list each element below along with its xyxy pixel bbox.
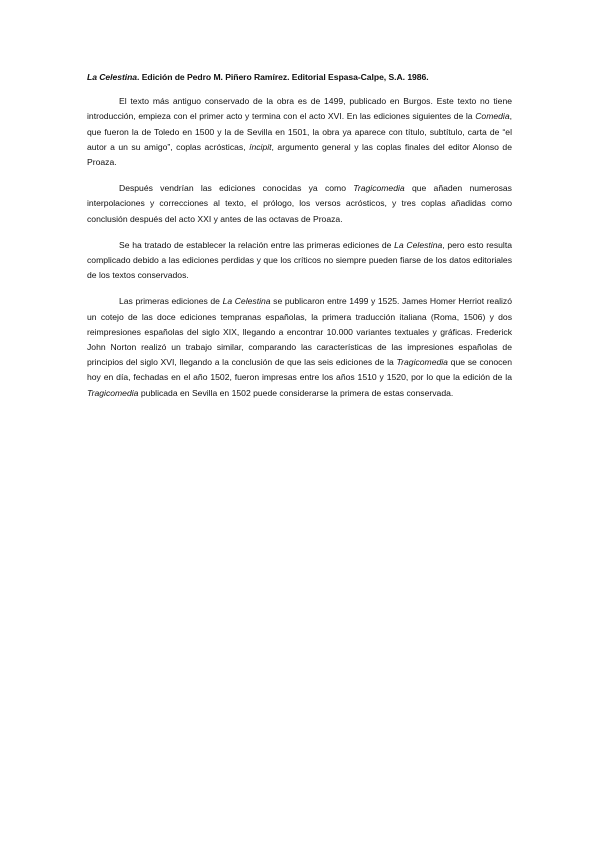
heading-title-italic: La Celestina [87,72,138,82]
italic-text-segment: Comedia [475,111,510,122]
text-segment: se publicaron entre 1499 y 1525. James Homer Herriot realizó un cotejo de las doce ediciones tempranas españolas, la primera traducción italiana (Roma, 1506) y dos reimpresiones españolas del siglo XIX, llegando a encontrar 10.000 variantes textuales y gráficas. Frederick John Norton realizó un trabajo similar, comparando las características de las impresiones españolas de principios del siglo XVI, llegando a la conclusión de que las seis ediciones de la [87,296,513,368]
text-segment: , que fueron la de Toledo en 1500 y la de Sevilla en 1501, la obra ya aparece con título, subtítulo, carta de “el autor a un su amigo”, coplas acrósticas, [87,111,512,152]
paragraph [87,181,512,227]
paragraph [87,238,512,284]
text-segment: , pero esto resulta complicado debido a las ediciones perdidas y que los críticos no siempre pueden fiarse de los datos editoriales de los textos conservados. [87,239,512,281]
text-segment: Las primeras ediciones de [119,296,223,307]
document-heading [87,70,512,85]
italic-text-segment: La Celestina [394,239,443,250]
text-segment: publicada en Sevilla en 1502 puede considerarse la primera de estas conservada. [138,387,454,398]
text-segment: que se conocen hoy en día, fechadas en el año 1502, fueron impresas entre los años 1510 y 1520, por lo que la edición de la [87,357,512,383]
heading-rest: . Edición de Pedro M. Piñero Ramírez. Editorial Espasa-Calpe, S.A. 1986. [137,72,429,82]
text-segment: Se ha tratado de establecer la relación entre las primeras ediciones de [119,239,395,250]
text-segment: El texto más antiguo conservado de la obra es de 1499, publicado en Burgos. Este texto no tiene introducción, empieza con el primer acto y termina con el acto XVI. En las ediciones siguientes de la [87,96,512,122]
italic-text-segment: Tragicomedia [353,183,405,194]
paragraphs [87,94,512,401]
text-segment: , argumento general y las coplas finales del editor Alonso de Proaza. [87,141,512,168]
paragraph [87,294,512,400]
document-page [87,70,512,412]
paragraph [87,94,512,170]
text-segment: Después vendrían las ediciones conocidas ya como [119,183,354,194]
italic-text-segment: íncipit [249,141,272,152]
italic-text-segment: Tragicomedia [396,357,448,368]
italic-text-segment: La Celestina [222,296,271,307]
italic-text-segment: Tragicomedia [87,387,139,398]
text-segment: que añaden numerosas interpolaciones y correcciones al texto, el prólogo, los versos acrósticos, y tres coplas añadidas como conclusión después del acto XXI y antes de las octavas de Proaza. [87,183,512,224]
